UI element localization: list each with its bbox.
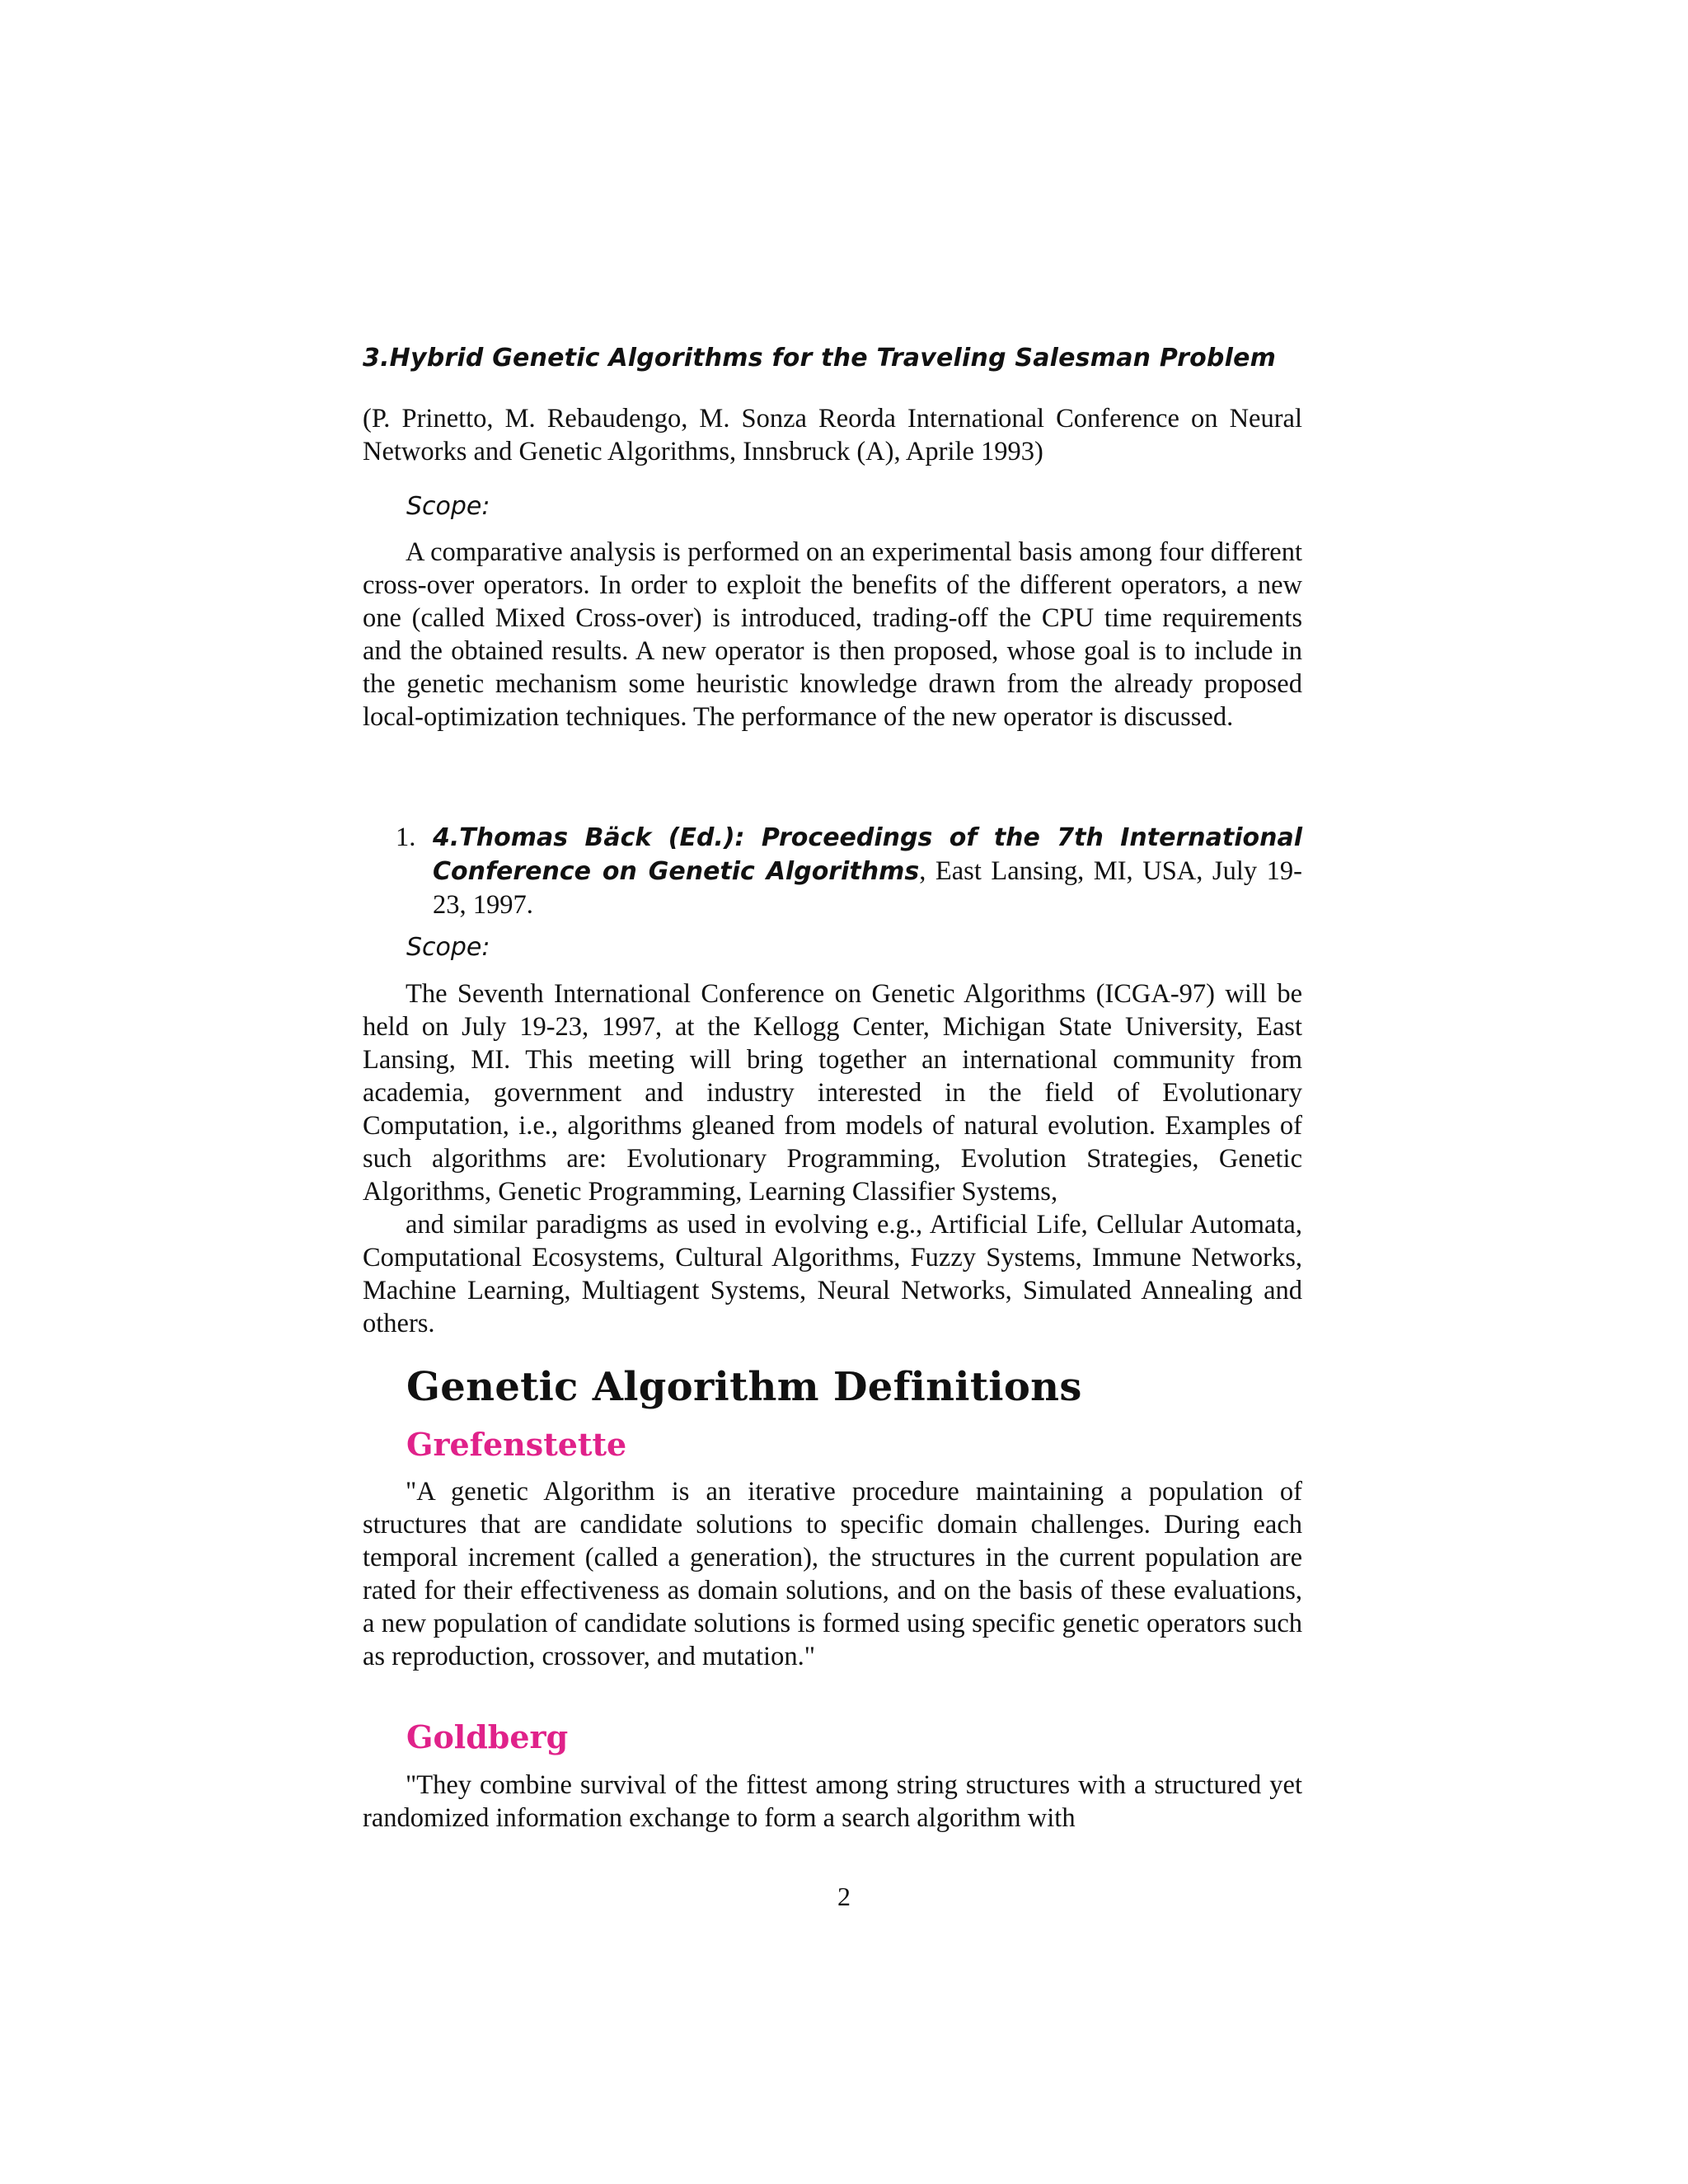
definitions-heading: Genetic Algorithm Definitions xyxy=(406,1364,1082,1410)
section4-details: , East Lansing, MI, USA, July 19-23, 1997. xyxy=(433,856,1302,920)
page-number: 2 xyxy=(837,1882,851,1911)
grefenstette-quote: "A genetic Algorithm is an iterative procedure maintaining a population of structures that are candidate solutions to specific domain challenges. During each temporal increment (called a generation), the structures in the current population are rated for their effectiveness as domain solutions, and on the basis of these evaluations, a new population of candidate solutions is formed using specific genetic operators such as reproduction, crossover, and mutation." xyxy=(363,1477,1302,1671)
section3-abstract: A comparative analysis is performed on an experimental basis among four different cross-over operators. In order to exploit the benefits of the different operators, a new one (called Mixed Cross-over) is introduced, trading-off the CPU time requirements and the obtained results. A new operator is then proposed, whose goal is to include in the genetic mechanism some heuristic knowledge drawn from the already proposed local-optimization techniques. The performance of the new operator is discussed. xyxy=(363,537,1302,732)
section4-title: 4.Thomas Bäck (Ed.): Proceedings of the 7th International Conference on Genetic Algorithms xyxy=(433,823,1302,886)
section4-abstract-p2: and similar paradigms as used in evolving e.g., Artificial Life, Cellular Automata, Computational Ecosystems, Cultural Algorithms, Fuzzy Systems, Immune Networks, Machine Learning, Multiagent Systems, Neural Networks, Simulated Annealing and others. xyxy=(363,1210,1302,1338)
section3-scope-label: Scope: xyxy=(406,492,490,521)
section4-abstract xyxy=(363,977,1302,1340)
grefenstette-heading: Grefenstette xyxy=(406,1426,627,1463)
section4-scope-label: Scope: xyxy=(406,933,490,962)
section3-title: 3.Hybrid Genetic Algorithms for the Traveling Salesman Problem xyxy=(363,344,1277,373)
list-item-number: 1. xyxy=(396,823,416,852)
goldberg-quote: "They combine survival of the fittest among string structures with a structured yet randomized information exchange to form a search algorithm with xyxy=(363,1770,1302,1833)
goldberg-heading: Goldberg xyxy=(406,1718,569,1755)
section4-abstract-p1: The Seventh International Conference on Genetic Algorithms (ICGA-97) will be held on July 19-23, 1997, at the Kellogg Center, Michigan State University, East Lansing, MI. This meeting will bring together an international community from academia, government and industry interested in the field of Evolutionary Computation, i.e., algorithms gleaned from models of natural evolution. Examples of such algorithms are: Evolutionary Programming, Evolution Strategies, Genetic Algorithms, Genetic Programming, Learning Classifier Systems, xyxy=(363,979,1302,1207)
section3-reference: (P. Prinetto, M. Rebaudengo, M. Sonza Reorda International Conference on Neural Networks and Genetic Algorithms, Innsbruck (A), Aprile 1993) xyxy=(363,404,1302,466)
list-item xyxy=(433,821,1302,921)
